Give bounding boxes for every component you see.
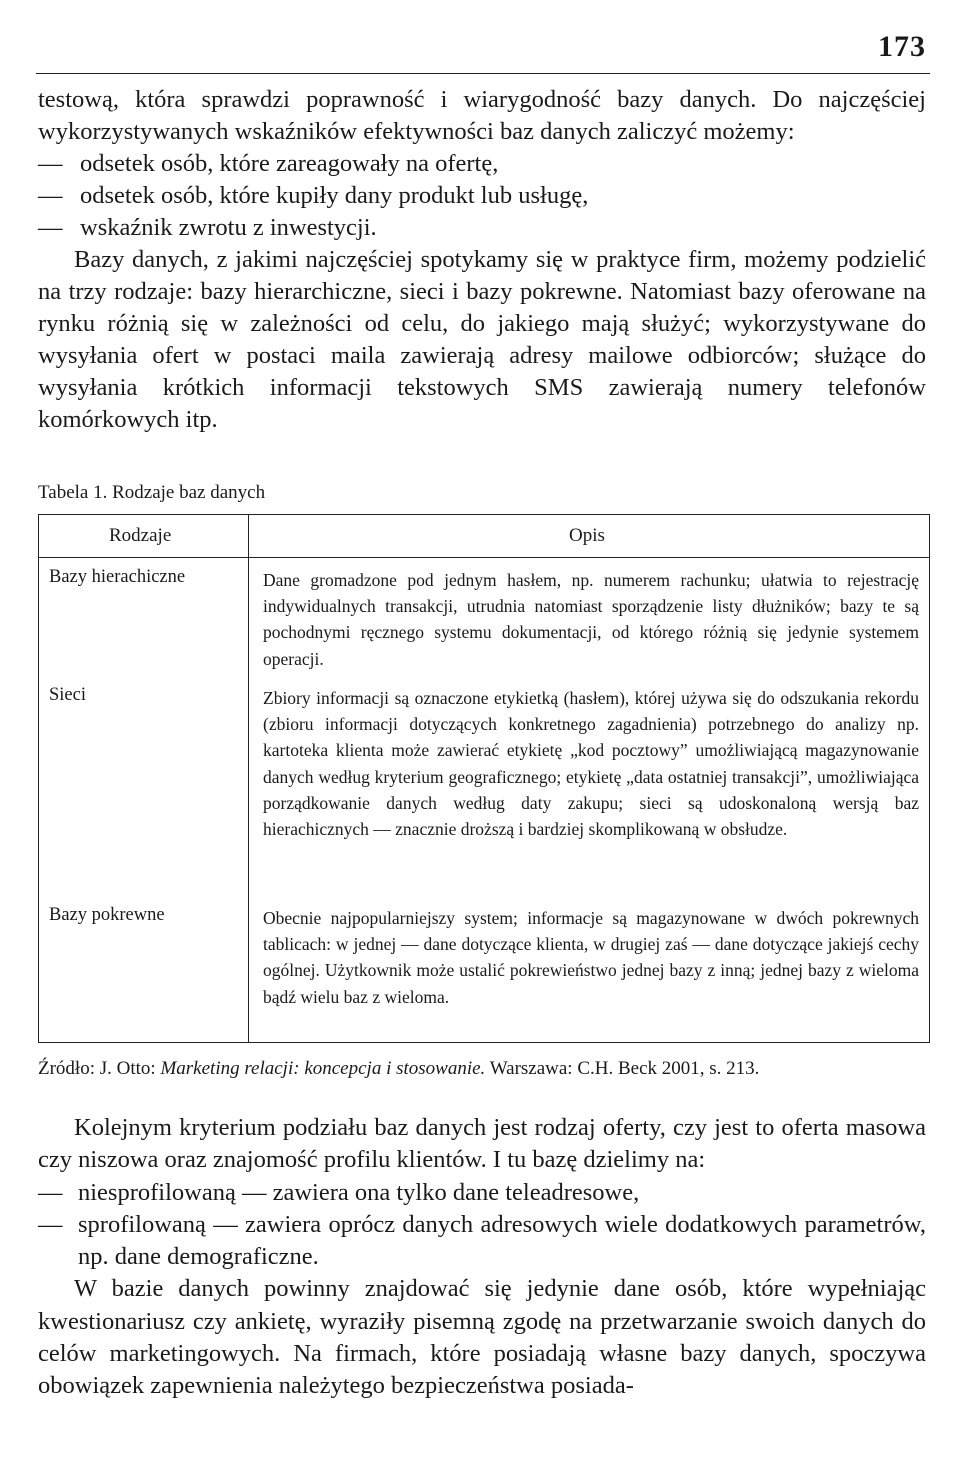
database-types-table — [38, 514, 930, 1043]
closing-paragraph-1: Kolejnym kryterium podziału baz danych jest rodzaj oferty, czy jest to oferta masowa czy niszowa oraz znajomość profilu klientów. I tu bazę dzielimy na: — [38, 1114, 926, 1174]
table-row-description: Zbiory informacji są oznaczone etykietką (hasłem), której używa się do odszukania rekordu (zbioru informacji dotyczących konkretnego zagadnienia) potrzebnego do analizy np. kartoteka klienta może zawierać etykietę „kod pocztowy” umożliwiającą magazynowanie danych według kryterium geograficznego; etykietę „data ostatniej transakcji”, umożliwiająca porządkowanie danych według daty zakupu; sieci są udoskonaloną wersją baz hierachicznych — znacznie droższą i bardziej skomplikowaną w obsłudze. — [263, 688, 919, 840]
list-item: — wskaźnik zwrotu z inwestycji. — [38, 214, 377, 241]
table-row-description: Dane gromadzone pod jednym hasłem, np. numerem rachunku; ułatwia to rejestrację indywidualnych transakcji, utrudnia natomiast sporządzenie listy dłużników; bazy te są pochodnymi ręcznego systemu dokumentacji, od którego różnią się jedynie systemem operacji. — [263, 570, 919, 669]
list-item: — odsetek osób, które zareagowały na ofertę, — [38, 150, 499, 177]
header-rule — [36, 73, 930, 74]
list-item: — sprofilowaną — zawiera oprócz danych adresowych wiele dodatkowych parametrów, np. dane demograficzne. — [38, 1210, 926, 1271]
table-header-types: Rodzaje — [109, 525, 172, 546]
table-row-label: Bazy pokrewne — [49, 905, 165, 925]
closing-paragraph-2: W bazie danych powinny znajdować się jedynie dane osób, które wypełniając kwestionariusz czy ankietę, wyraziły pisemną zgodę na przetwarzanie swoich danych do celów marketingowych. Na firmach, które posiadają własne bazy danych, spoczywa obowiązek zapewnienia należytego bezpieczeństwa posiada- — [38, 1275, 926, 1400]
list-item: — odsetek osób, które kupiły dany produkt lub usługę, — [38, 182, 589, 209]
table-header-description: Opis — [569, 525, 605, 546]
source-title: Marketing relacji: koncepcja i stosowanie. — [160, 1058, 486, 1079]
table-column-divider — [248, 515, 249, 1042]
intro-sentence: testową, która sprawdzi poprawność i wiarygodność bazy danych. Do najczęściej wykorzystywanych wskaźników efektywności baz danych zaliczyć możemy: — [38, 86, 926, 145]
list-item: — niesprofilowaną — zawiera ona tylko dane teleadresowe, — [38, 1178, 640, 1206]
table-caption: Tabela 1. Rodzaje baz danych — [38, 482, 266, 503]
closing-section — [38, 1112, 926, 1403]
table-row-description: Obecnie najpopularniejszy system; informacje są magazynowane w dwóch pokrewnych tablicach: w jednej — dane dotyczące klienta, w drugiej zaś — dane dotyczące jakiejś cechy ogólnej. Użytkownik może ustalić pokrewieństwo jednej bazy z inną; jednej bazy z wieloma bądź wielu baz z wieloma. — [263, 908, 919, 1007]
intro-paragraph: Bazy danych, z jakimi najczęściej spotykamy się w praktyce firm, możemy podzielić na trzy rodzaje: bazy hierarchiczne, sieci i bazy pokrewne. Natomiast bazy oferowane na rynku różnią się w zależności od celu, do jakiego mają służyć; wykorzystywane do wysyłania ofert w postaci maila zawierają adresy mailowe odbiorców; służące do wysyłania krótkich informacji tekstowych SMS zawierają numery telefonów komórkowych itp. — [38, 246, 926, 433]
intro-section — [38, 84, 926, 436]
table-row-label: Sieci — [49, 685, 86, 705]
table-header-divider — [39, 557, 929, 558]
table-row-label: Bazy hierachiczne — [49, 567, 186, 587]
page-number: 173 — [878, 30, 926, 63]
table-source: Źródło: J. Otto: Marketing relacji: koncepcja i stosowanie. Warszawa: C.H. Beck 2001, s. 213. — [38, 1058, 760, 1079]
